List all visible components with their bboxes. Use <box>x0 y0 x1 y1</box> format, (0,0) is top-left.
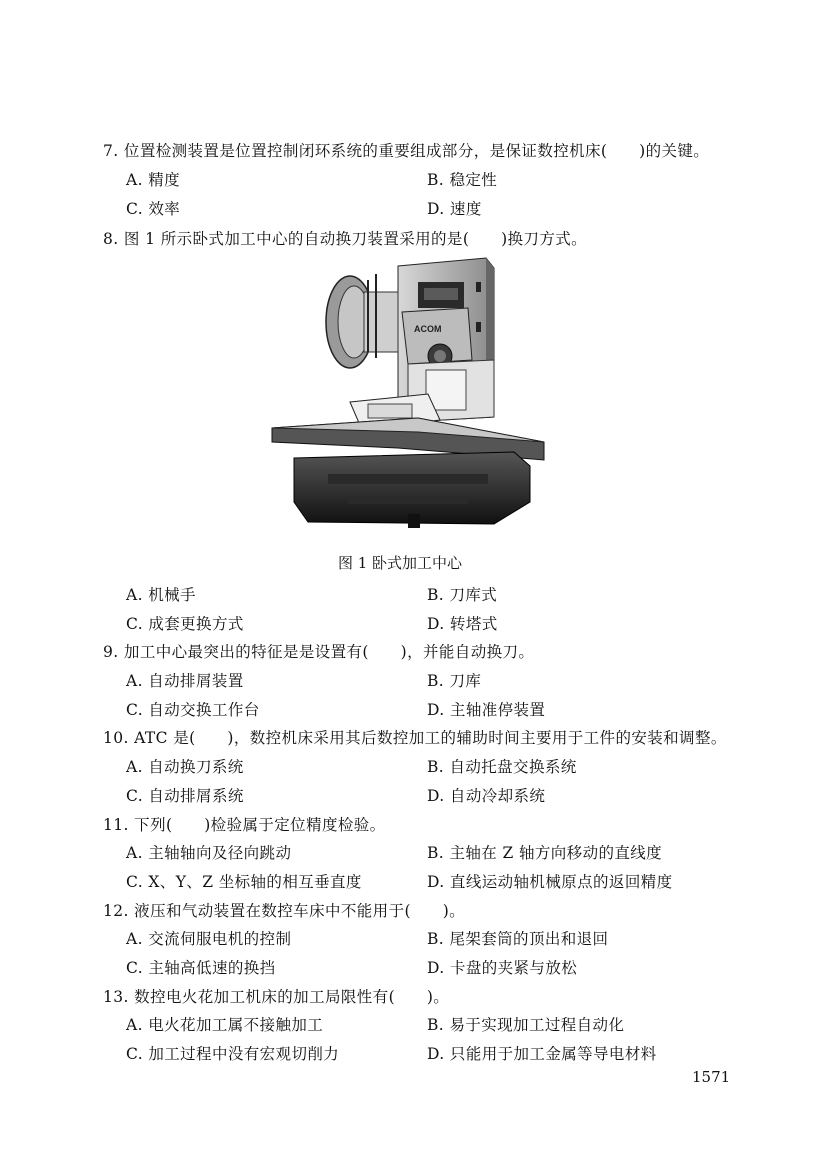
question-10-option-a: A. 自动换刀系统 <box>126 758 244 776</box>
question-9-option-b: B. 刀库 <box>427 672 482 690</box>
question-10-option-b: B. 自动托盘交换系统 <box>427 758 577 776</box>
question-10-option-c: C. 自动排屑系统 <box>126 787 244 805</box>
question-9-option-c: C. 自动交换工作台 <box>126 701 260 719</box>
page-number: 1571 <box>692 1068 731 1086</box>
question-11-option-d: D. 直线运动轴机械原点的返回精度 <box>427 873 673 891</box>
question-7-option-d: D. 速度 <box>427 200 482 218</box>
figure-caption: 图 1 卧式加工中心 <box>337 554 463 572</box>
question-12-option-a: A. 交流伺服电机的控制 <box>126 930 292 948</box>
question-7-option-a: A. 精度 <box>126 171 181 189</box>
question-9-option-d: D. 主轴准停装置 <box>427 701 546 719</box>
question-10-stem: 10. ATC 是( )，数控机床采用其后数控加工的辅助时间主要用于工件的安装和调整。 <box>103 729 727 747</box>
question-10-option-d: D. 自动冷却系统 <box>427 787 546 805</box>
question-13-stem: 13. 数控电火花加工机床的加工局限性有( )。 <box>103 988 450 1006</box>
question-12-stem: 12. 液压和气动装置在数控车床中不能用于( )。 <box>103 902 466 920</box>
machining-center-illustration <box>268 252 548 530</box>
question-11-stem: 11. 下列( )检验属于定位精度检验。 <box>103 816 386 834</box>
question-8-option-c: C. 成套更换方式 <box>126 615 244 633</box>
question-8-option-b: B. 刀库式 <box>427 586 498 604</box>
question-11-option-a: A. 主轴轴向及径向跳动 <box>126 844 292 862</box>
question-7-option-c: C. 效率 <box>126 200 181 218</box>
question-13-option-d: D. 只能用于加工金属等导电材料 <box>427 1045 657 1063</box>
question-8-stem: 8. 图 1 所示卧式加工中心的自动换刀装置采用的是( )换刀方式。 <box>103 230 588 248</box>
question-7-option-b: B. 稳定性 <box>427 171 498 189</box>
question-13-option-b: B. 易于实现加工过程自动化 <box>427 1016 625 1034</box>
question-11-option-c: C. X、Y、Z 坐标轴的相互垂直度 <box>126 873 362 891</box>
question-13-option-c: C. 加工过程中没有宏观切削力 <box>126 1045 340 1063</box>
question-8-option-a: A. 机械手 <box>126 586 196 604</box>
question-12-option-d: D. 卡盘的夹紧与放松 <box>427 959 578 977</box>
question-13-option-a: A. 电火花加工属不接触加工 <box>126 1016 324 1034</box>
question-8-option-d: D. 转塔式 <box>427 615 498 633</box>
machine-brand-label: ACOM <box>414 324 442 334</box>
question-12-option-c: C. 主轴高低速的换挡 <box>126 959 276 977</box>
question-11-option-b: B. 主轴在 Z 轴方向移动的直线度 <box>427 844 663 862</box>
question-12-option-b: B. 尾架套筒的顶出和退回 <box>427 930 609 948</box>
question-7-stem: 7. 位置检测装置是位置控制闭环系统的重要组成部分，是保证数控机床( )的关键。 <box>103 142 710 160</box>
question-9-option-a: A. 自动排屑装置 <box>126 672 244 690</box>
figure-horizontal-machining-center <box>268 252 548 530</box>
question-9-stem: 9. 加工中心最突出的特征是是设置有( )，并能自动换刀。 <box>103 643 535 661</box>
